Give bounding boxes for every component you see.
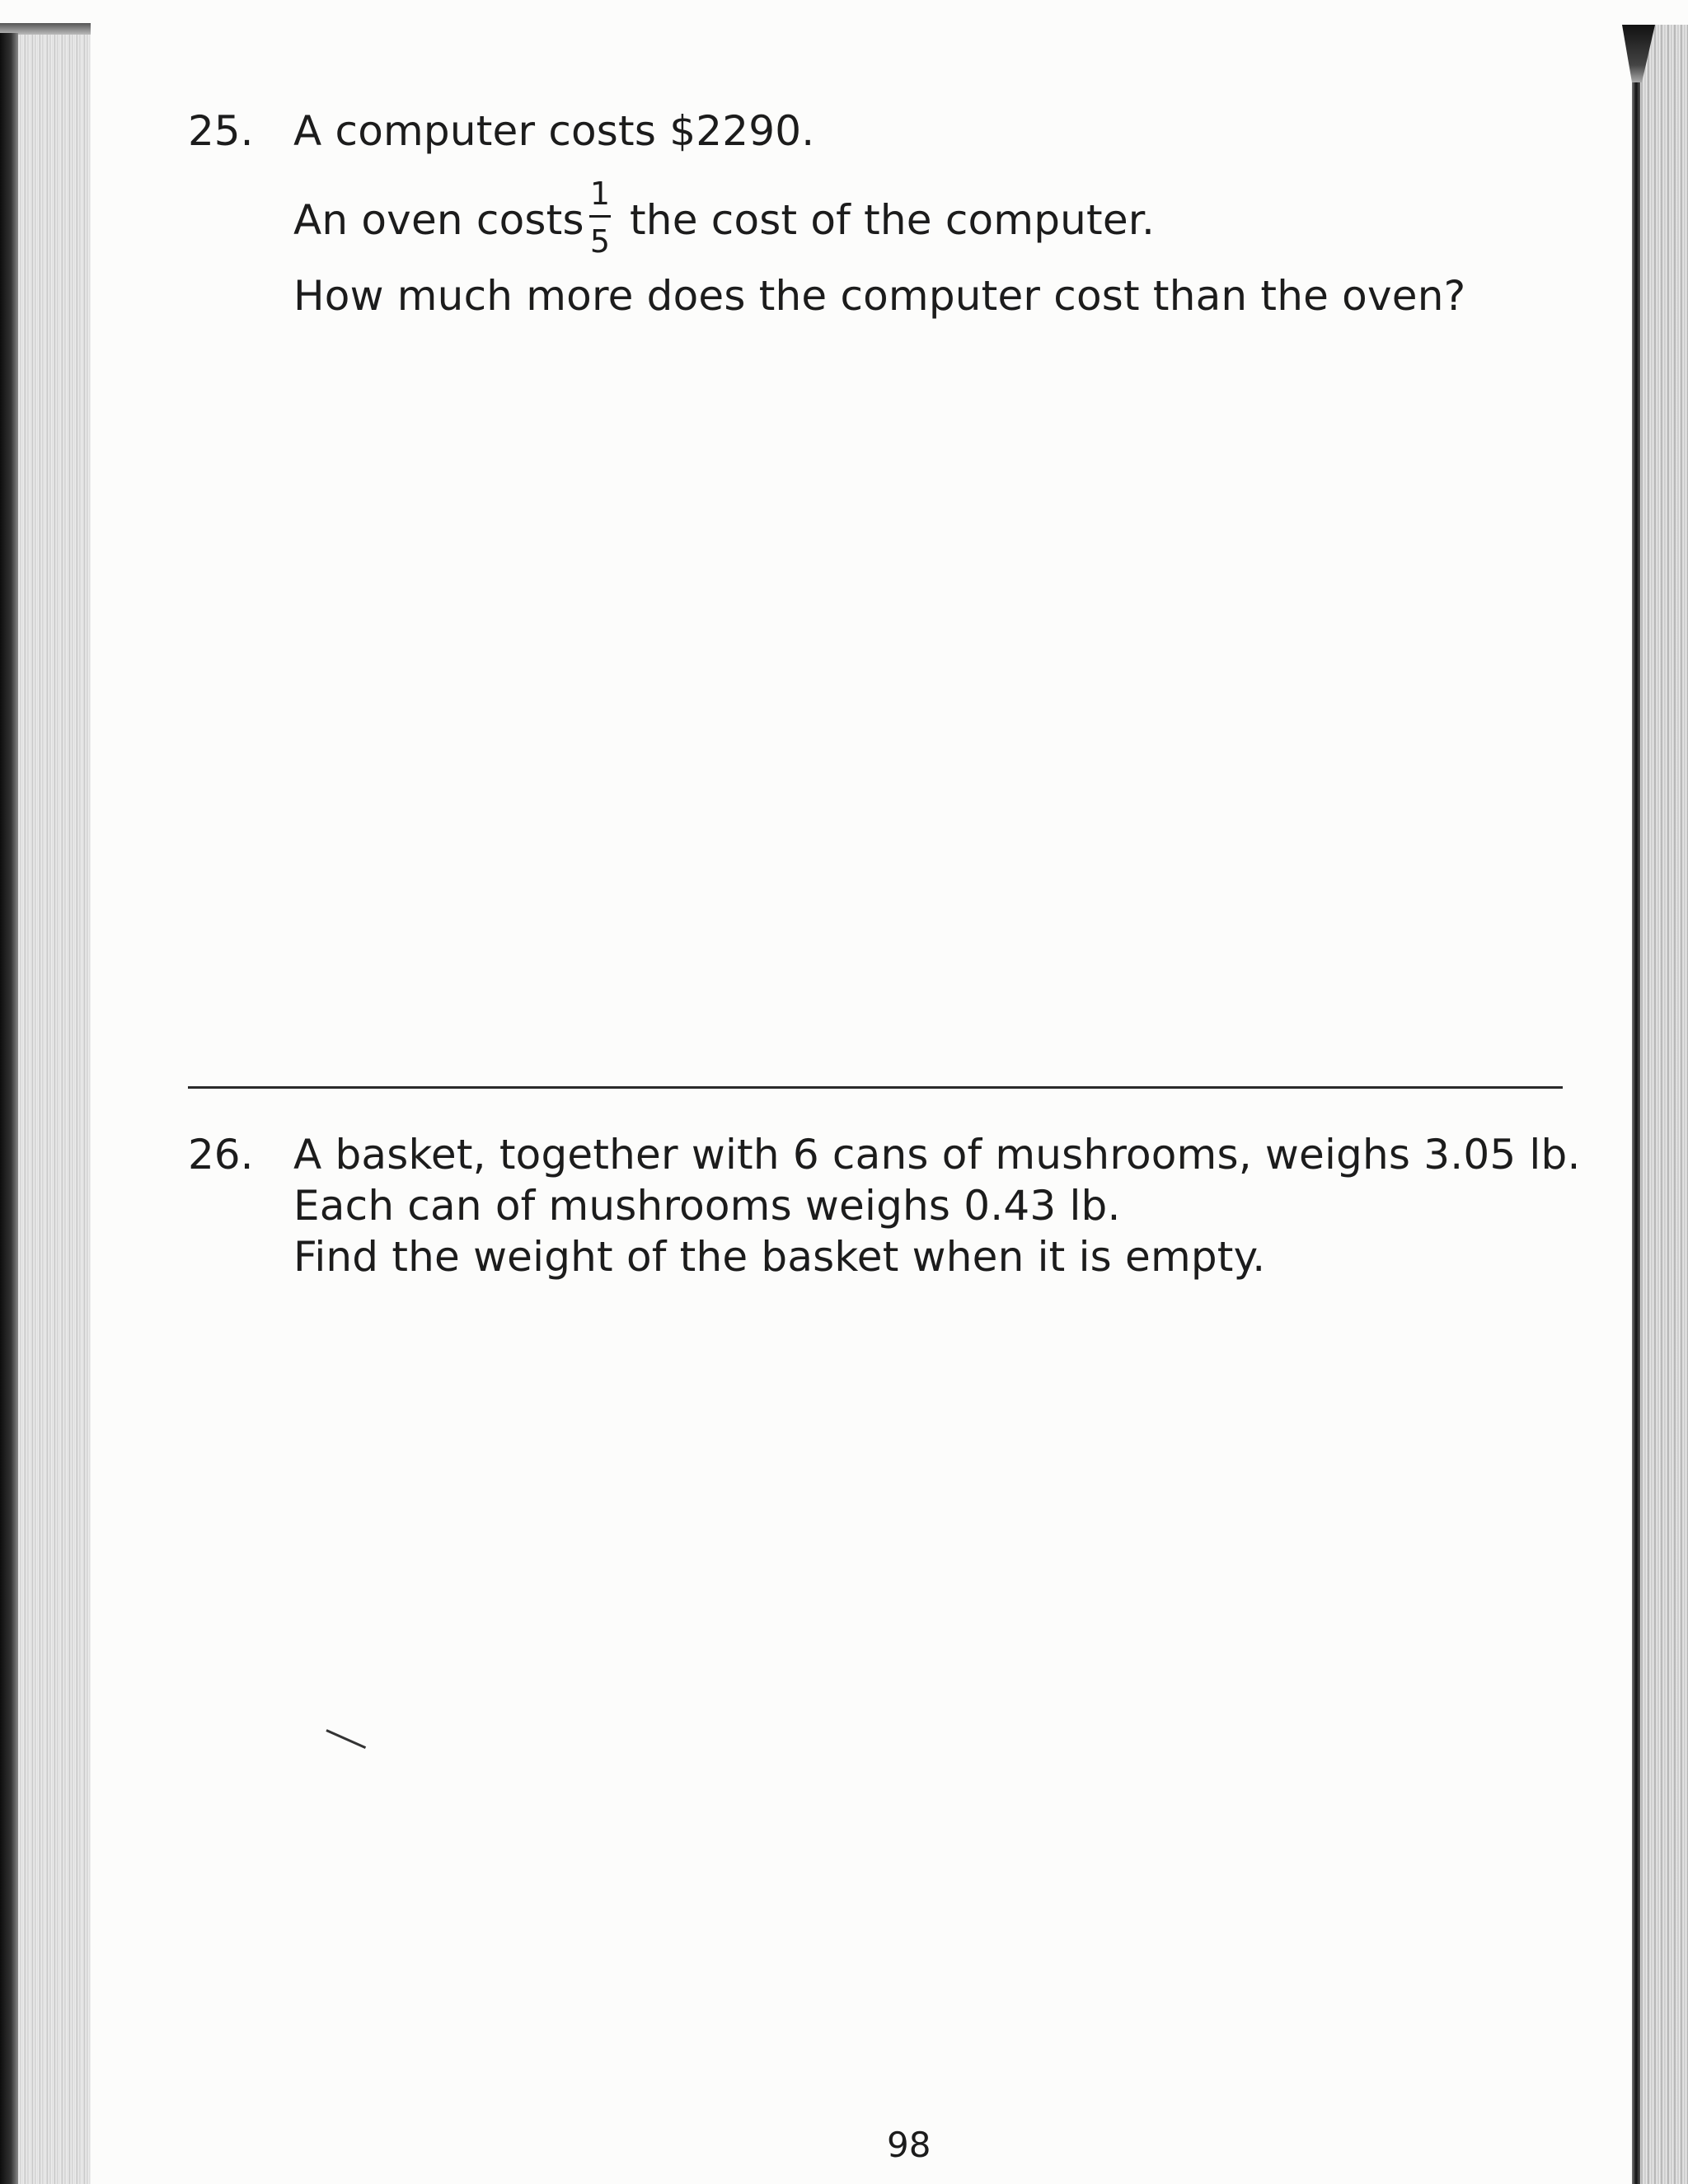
fraction-numerator: 1: [589, 176, 611, 212]
section-divider: [188, 1086, 1563, 1089]
question-text-line-3: How much more does the computer cost than the oven?: [293, 272, 1466, 320]
question-number: 26.: [188, 1131, 254, 1179]
question-text-line-2: Each can of mushrooms weighs 0.43 lb.: [293, 1182, 1121, 1230]
page-right-edge: [1640, 25, 1688, 2184]
question-text-line-2-end: the cost of the computer.: [630, 196, 1156, 244]
fraction-denominator: 5: [589, 223, 611, 260]
question-number: 25.: [188, 107, 254, 155]
question-text-line-1: A computer costs $2290.: [293, 107, 815, 155]
fraction-bar: [589, 215, 611, 218]
question-text-line-3: Find the weight of the basket when it is empty.: [293, 1233, 1266, 1281]
pencil-mark: [326, 1729, 366, 1749]
book-binding-shadow: [0, 33, 18, 2184]
question-text-line-2-start: An oven costs: [293, 196, 584, 244]
question-text-line-1: A basket, together with 6 cans of mushrooms, weighs 3.05 lb.: [293, 1131, 1581, 1179]
page-right-shadow: [1632, 49, 1640, 2184]
page-number: 98: [887, 2125, 931, 2165]
